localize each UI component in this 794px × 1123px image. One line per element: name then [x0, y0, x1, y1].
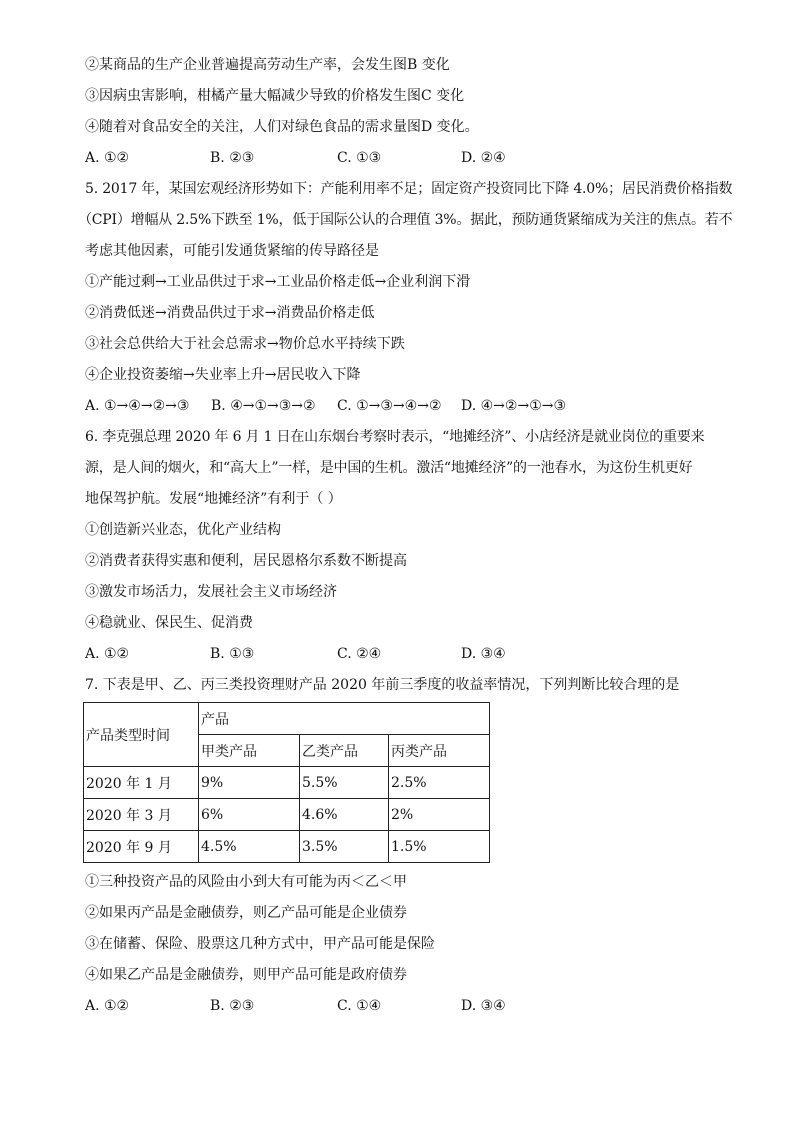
q4-option-3: ③因病虫害影响，柑橘产量大幅减少导致的价格发生图C 变化 — [85, 88, 465, 104]
q7-choices — [85, 997, 725, 1015]
table-col-header: 甲类产品 — [199, 735, 300, 767]
q6-stem-line-2: 源，是人间的烟火，和“高大上”一样，是中国的生机。激活“地摊经济”的一池春水，为这份生机更好 — [85, 460, 693, 476]
table-row — [84, 799, 490, 831]
q5-stem-line-3: 考虑其他因素，可能引发通货紧缩的传导路径是 — [85, 243, 379, 259]
q4-choice-c: C. ①③ — [337, 150, 382, 166]
q6-choice-c: C. ②④ — [337, 646, 382, 662]
q6-choice-b: B. ①③ — [210, 646, 255, 662]
q4-choices — [85, 149, 725, 167]
table-cell: 6% — [199, 799, 300, 831]
returns-table — [83, 702, 490, 863]
q6-stem-line-1: 6. 李克强总理 2020 年 6 月 1 日在山东烟台考察时表示，“地摊经济”、小店经济是就业岗位的重要来 — [85, 429, 705, 445]
table-corner-cell: 产品类型时间 — [84, 703, 199, 767]
q5-option-2: ②消费低迷→消费品供过于求→消费品价格走低 — [85, 305, 375, 321]
q4-option-2: ②某商品的生产企业普遍提高劳动生产率，会发生图B 变化 — [85, 57, 450, 73]
q5-option-3: ③社会总供给大于社会总需求→物价总水平持续下跌 — [85, 336, 405, 352]
table-cell-time: 2020 年 1 月 — [84, 767, 199, 799]
q6-choice-d: D. ③④ — [461, 646, 506, 662]
q5-choice-d: D. ④→②→①→③ — [461, 398, 567, 414]
q7-stem: 7. 下表是甲、乙、丙三类投资理财产品 2020 年前三季度的收益率情况，下列判断比较合理的是 — [85, 677, 680, 693]
table-cell: 4.5% — [199, 831, 300, 863]
q7-choice-c: C. ①④ — [337, 998, 382, 1014]
q7-choice-d: D. ③④ — [461, 998, 506, 1014]
q4-choice-b: B. ②③ — [210, 150, 255, 166]
table-row — [84, 831, 490, 863]
q6-option-3: ③激发市场活力，发展社会主义市场经济 — [85, 584, 337, 600]
q5-option-4: ④企业投资萎缩→失业率上升→居民收入下降 — [85, 367, 361, 383]
q7-option-1: ①三种投资产品的风险由小到大有可能为丙＜乙＜甲 — [85, 874, 407, 890]
table-group-header: 产品 — [199, 703, 490, 735]
q5-choice-c: C. ①→③→④→② — [337, 398, 442, 414]
table-cell: 1.5% — [389, 831, 490, 863]
q7-choice-a: A. ①② — [85, 998, 130, 1014]
table-col-header: 乙类产品 — [300, 735, 389, 767]
q5-choice-b: B. ④→①→③→② — [211, 398, 316, 414]
q7-option-3: ③在储蓄、保险、股票这几种方式中，甲产品可能是保险 — [85, 936, 435, 952]
q7-option-2: ②如果丙产品是金融债券，则乙产品可能是企业债券 — [85, 905, 407, 921]
q6-choice-a: A. ①② — [85, 646, 130, 662]
q5-choice-a: A. ①→④→②→③ — [85, 398, 190, 414]
q6-choices — [85, 645, 725, 663]
table-cell: 5.5% — [300, 767, 389, 799]
table-cell-time: 2020 年 3 月 — [84, 799, 199, 831]
table-col-header: 丙类产品 — [389, 735, 490, 767]
q5-option-1: ①产能过剩→工业品供过于求→工业品价格走低→企业利润下滑 — [85, 274, 471, 290]
q5-choices — [85, 397, 725, 415]
table-cell: 9% — [199, 767, 300, 799]
q6-option-4: ④稳就业、保民生、促消费 — [85, 615, 253, 631]
q4-choice-a: A. ①② — [85, 150, 130, 166]
table-cell-time: 2020 年 9 月 — [84, 831, 199, 863]
q5-stem-line-1: 5. 2017 年，某国宏观经济形势如下：产能利用率不足；固定资产投资同比下降 4.0%；居民消费价格指数 — [85, 181, 733, 197]
q6-option-2: ②消费者获得实惠和便利，居民恩格尔系数不断提高 — [85, 553, 407, 569]
q4-option-4: ④随着对食品安全的关注，人们对绿色食品的需求量图D 变化。 — [85, 119, 479, 135]
table-cell: 2% — [389, 799, 490, 831]
table-cell: 4.6% — [300, 799, 389, 831]
table-row — [84, 767, 490, 799]
q5-stem-line-2: （CPI）增幅从 2.5%下跌至 1%，低于国际公认的合理值 3%。据此，预防通货紧缩成为关注的焦点。若不 — [78, 212, 733, 228]
q7-choice-b: B. ②③ — [210, 998, 255, 1014]
table-cell: 2.5% — [389, 767, 490, 799]
q4-choice-d: D. ②④ — [461, 150, 506, 166]
q6-stem-line-3: 地保驾护航。发展“地摊经济”有利于（ ） — [85, 491, 342, 507]
q7-option-4: ④如果乙产品是金融债券，则甲产品可能是政府债券 — [85, 967, 407, 983]
table-cell: 3.5% — [300, 831, 389, 863]
q6-option-1: ①创造新兴业态，优化产业结构 — [85, 522, 281, 538]
table-header-row — [84, 703, 490, 735]
